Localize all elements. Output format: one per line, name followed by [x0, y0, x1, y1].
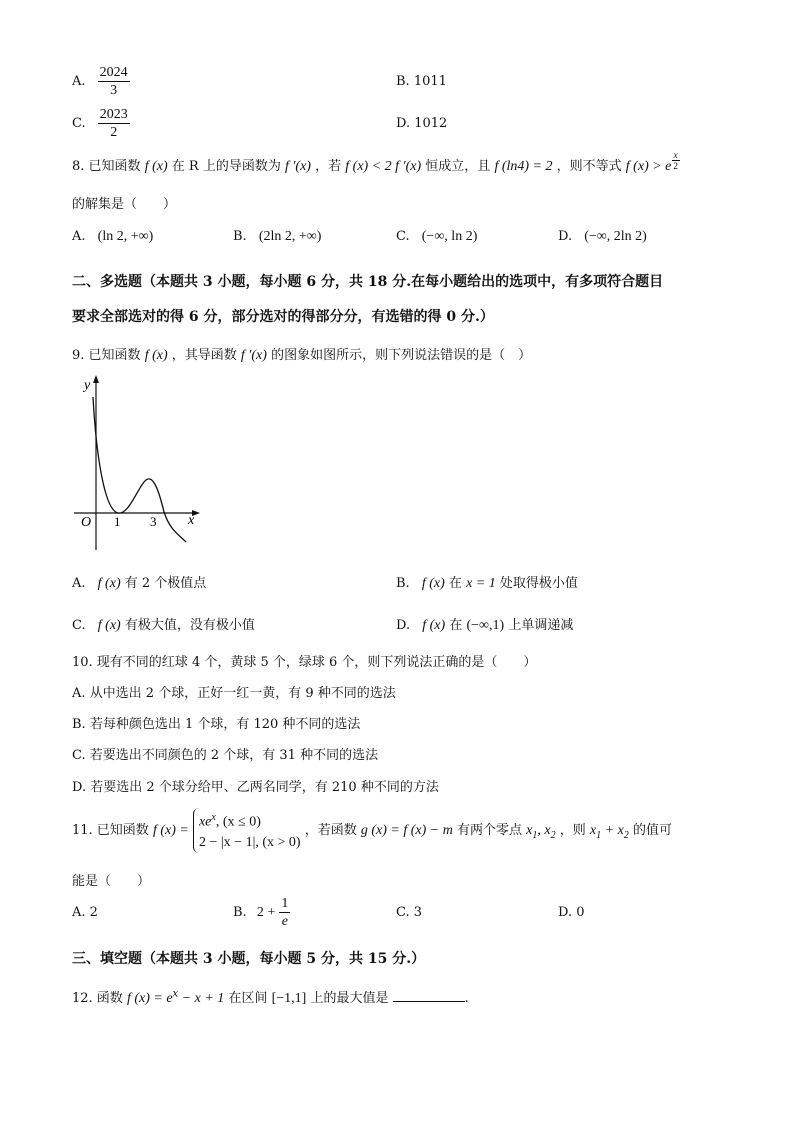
- numerator: 2023: [99, 107, 128, 122]
- origin-label: O: [81, 515, 92, 530]
- option-label: B.: [233, 229, 247, 244]
- zeros-expr: $x_1$, $x_2$: [526, 822, 556, 841]
- math-expr: (ln 2, +∞): [97, 229, 154, 244]
- exponent: x: [172, 988, 179, 1000]
- q9-stem-text: 的图象如图所示，则下列说法错误的是（ ）: [271, 348, 532, 363]
- derivative-graph: [66, 372, 206, 554]
- denominator: e: [281, 914, 288, 929]
- option-label: A.: [72, 576, 86, 591]
- sum-expr: $x_1 + x_2$: [589, 822, 629, 841]
- q12-stem-text: 12. 函数: [72, 991, 123, 1006]
- option-text: 在: [448, 576, 462, 591]
- option-label: A.: [72, 229, 86, 244]
- q8-option-c: [396, 229, 477, 245]
- option-label: D.: [396, 618, 411, 633]
- option-text: 有极大值，没有极小值: [124, 618, 255, 633]
- x-var: x: [544, 822, 551, 838]
- y-axis-label: y: [84, 378, 91, 393]
- math-expr: f (x) < 2 f ′(x): [345, 159, 422, 174]
- y-axis-arrow: [93, 375, 99, 383]
- exponent-fraction: [671, 150, 680, 171]
- section-heading-multi-choice: 二、多选题（本题共 3 小题，每小题 6 分，共 18 分.在每小题给出的选项中，有多项符合题目: [72, 274, 664, 290]
- q9-option-c: [72, 614, 255, 634]
- tick-label-3: 3: [150, 514, 157, 529]
- q9-option-d: [396, 614, 573, 634]
- q11-stem-end: 能是（ ）: [72, 874, 151, 889]
- q12-stem-text: 在区间: [228, 991, 268, 1006]
- q8-option-b: [233, 229, 321, 245]
- q9-stem: [72, 344, 531, 364]
- q7-option-a: [72, 64, 130, 99]
- q11-option-c: C. 3: [396, 905, 423, 920]
- option-text: 有 2 个极值点: [124, 576, 207, 591]
- math-expr: f (x) =: [152, 822, 189, 838]
- q11-stem-text: 有两个零点: [457, 822, 523, 838]
- section-heading-fill-blank: 三、填空题（本题共 3 小题，每小题 5 分，共 15 分.）: [72, 951, 426, 967]
- q8-stem-end: 的解集是（ ）: [72, 197, 177, 212]
- q11-option-b: [233, 895, 290, 930]
- x-var: x: [589, 822, 597, 838]
- math-expr: g (x) = f (x) − m: [360, 822, 453, 838]
- option-label: B.: [396, 576, 410, 591]
- q8-option-a: [72, 229, 153, 245]
- q9-stem-text: ，其导函数: [171, 348, 237, 363]
- math-expr: (−∞, ln 2): [421, 229, 478, 244]
- section-heading-multi-choice-cont: 要求全部选对的得 6 分，部分选对的得部分分，有选错的得 0 分.）: [72, 309, 494, 325]
- case-1-condition: , (x ≤ 0): [215, 814, 261, 830]
- q7-option-d: D. 1012: [396, 116, 448, 131]
- math-expr: f (x) > e: [625, 159, 672, 174]
- q10-stem: 10. 现有不同的红球 4 个，黄球 5 个，绿球 6 个，则下列说法正确的是（ ）: [72, 655, 537, 670]
- fraction: [279, 895, 290, 930]
- case-1: xe: [198, 814, 212, 830]
- derivative-curve: [93, 397, 186, 542]
- q11-stem-text: 的值可: [632, 822, 672, 838]
- denominator: 2: [673, 161, 678, 171]
- q9-option-a: [72, 572, 206, 592]
- q11-stem-text: ，则: [559, 822, 586, 838]
- q11-stem-text: ，若函数: [304, 822, 357, 838]
- math-expr: f (x): [97, 618, 121, 633]
- answer-blank[interactable]: [393, 989, 465, 1002]
- math-expr: 2 +: [256, 905, 276, 920]
- math-expr: f ′(x): [240, 348, 267, 363]
- q11-option-d: D. 0: [558, 905, 585, 920]
- q10-option-a: A. 从中选出 2 个球，正好一红一黄，有 9 种不同的选法: [72, 686, 396, 701]
- math-expr: f (x) = e: [126, 991, 173, 1006]
- math-expr: (−∞,1): [466, 618, 505, 633]
- denominator: 2: [110, 125, 118, 140]
- q10-option-b: B. 若每种颜色选出 1 个球，有 120 种不同的选法: [72, 717, 361, 732]
- math-expr: f (x): [421, 576, 445, 591]
- q8-stem-text: ，若: [315, 159, 342, 174]
- tick-label-1: 1: [114, 514, 121, 529]
- q8-stem-text: 在 R 上的导函数为: [171, 159, 281, 174]
- math-expr: (−∞, 2ln 2): [584, 229, 647, 244]
- math-expr: x = 1: [466, 576, 496, 591]
- q8-stem-text: ，则不等式: [556, 159, 622, 174]
- denominator: 3: [110, 83, 118, 98]
- x-var: x: [617, 822, 624, 838]
- q12-stem-text: 上的最大值是: [310, 991, 389, 1006]
- fraction: [98, 106, 130, 141]
- math-expr: f (x): [97, 576, 121, 591]
- math-expr: [−1,1]: [271, 991, 307, 1006]
- exponent: x: [211, 812, 216, 823]
- math-expr: − x + 1: [178, 991, 225, 1006]
- numerator: 1: [281, 896, 289, 911]
- math-expr: f ′(x): [284, 159, 311, 174]
- q12-stem: [72, 987, 469, 1007]
- math-expr: f (x): [144, 159, 168, 174]
- q11-stem-text: 11. 已知函数: [72, 822, 149, 838]
- period: .: [464, 991, 469, 1006]
- piecewise-cases: [193, 808, 301, 853]
- q8-stem: [72, 150, 680, 175]
- numerator: x: [673, 150, 678, 160]
- math-expr: f (x): [144, 348, 168, 363]
- math-expr: (2ln 2, +∞): [258, 229, 322, 244]
- x-var: x: [526, 822, 533, 838]
- option-text: 上单调递减: [508, 618, 574, 633]
- option-label: C.: [72, 618, 86, 633]
- option-label: C.: [72, 116, 86, 131]
- option-label: C.: [396, 229, 410, 244]
- math-expr: f (x): [422, 618, 446, 633]
- q7-option-b: B. 1011: [396, 74, 447, 89]
- option-text: 在: [449, 618, 463, 633]
- math-expr: f (ln4) = 2: [494, 159, 553, 174]
- numerator: 2024: [99, 65, 128, 80]
- q11-stem: [72, 808, 672, 853]
- q8-stem-text: 恒成立，且: [425, 159, 491, 174]
- x-axis-label: x: [188, 513, 195, 528]
- q9-stem-text: 9. 已知函数: [72, 348, 141, 363]
- q10-option-d: D. 若要选出 2 个球分给甲、乙两名同学，有 210 种不同的方法: [72, 780, 439, 795]
- q7-option-c: [72, 106, 130, 141]
- option-label: B.: [233, 905, 247, 920]
- option-label: D.: [558, 229, 573, 244]
- fraction: [98, 64, 130, 99]
- case-2: 2 − |x − 1|, (x > 0): [198, 834, 301, 850]
- q10-option-c: C. 若要选出不同颜色的 2 个球，有 31 种不同的选法: [72, 748, 379, 763]
- q8-stem-text: 8. 已知函数: [72, 159, 141, 174]
- option-label: A.: [72, 74, 86, 89]
- q9-option-b: [396, 572, 578, 592]
- q8-option-d: [558, 229, 647, 245]
- q11-option-a: A. 2: [72, 905, 98, 920]
- option-text: 处取得极小值: [499, 576, 578, 591]
